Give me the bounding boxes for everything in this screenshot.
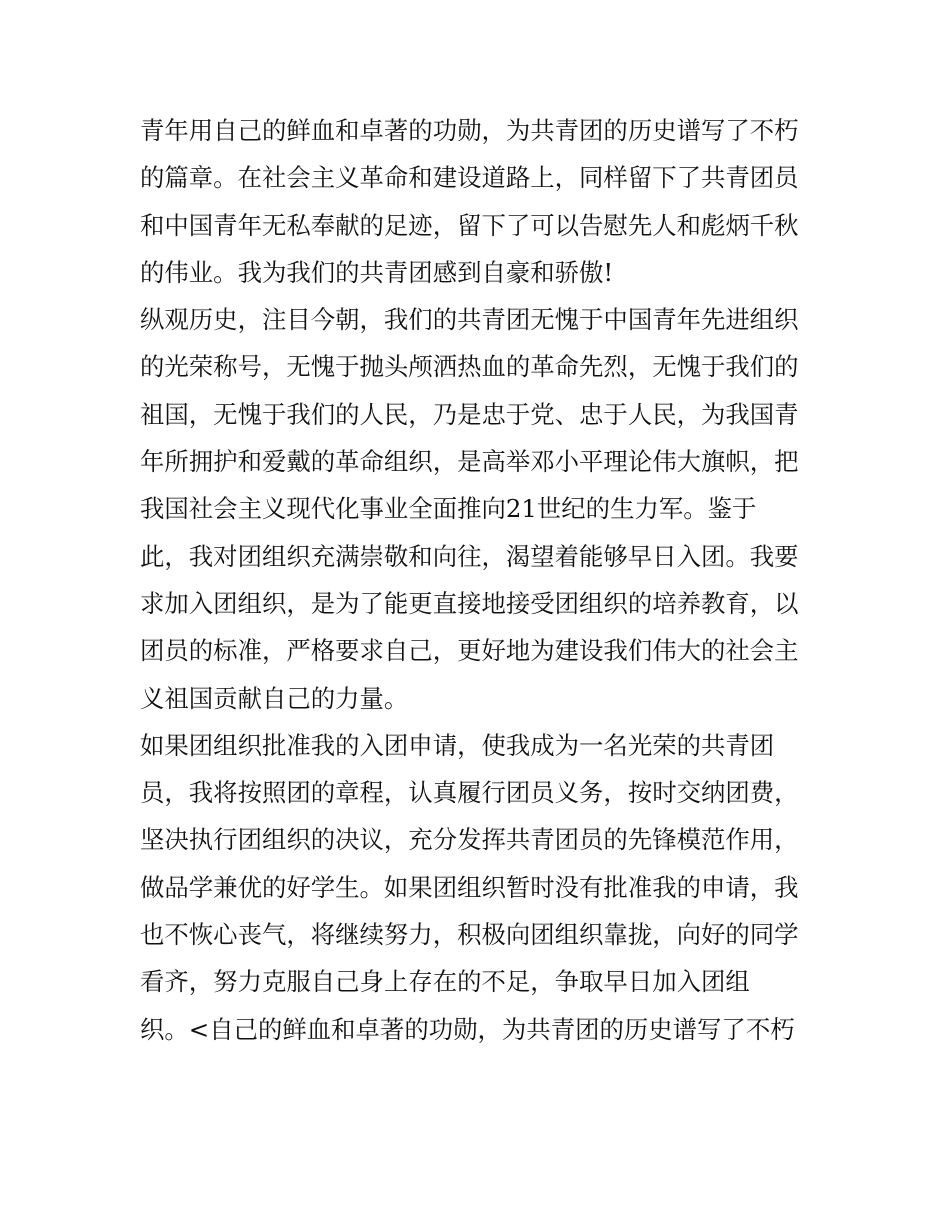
text-line: 团员的标准，严格要求自己，更好地为建设我们伟大的社会主 bbox=[140, 636, 799, 666]
text-line: 祖国，无愧于我们的人民，乃是忠于党、忠于人民，为我国青 bbox=[140, 399, 799, 429]
text-line: 义祖国贡献自己的力量。 bbox=[140, 683, 409, 713]
text-line: 青年用自己的鲜血和卓著的功勋，为共青团的历史谱写了不朽 bbox=[140, 116, 799, 145]
text-line: 的伟业。我为我们的共青团感到自豪和骄傲! bbox=[140, 257, 614, 287]
text-line: 如果团组织批准我的入团申请，使我成为一名光荣的共青团 bbox=[140, 730, 775, 760]
text-line: 和中国青年无私奉献的足迹，留下了可以告慰先人和彪炳千秋 bbox=[140, 210, 799, 240]
text-line: 织。<自己的鲜血和卓著的功勋，为共青团的历史谱写了不朽 bbox=[140, 1014, 795, 1044]
text-line: 也不恢心丧气，将继续努力，积极向团组织靠拢，向好的同学 bbox=[140, 920, 799, 950]
text-line: 纵观历史，注目今朝，我们的共青团无愧于中国青年先进组织 bbox=[140, 305, 799, 335]
body-text bbox=[140, 107, 820, 1053]
text-line: 员，我将按照团的章程，认真履行团员义务，按时交纳团费， bbox=[140, 778, 799, 808]
text-line: 的光荣称号，无愧于抛头颅洒热血的革命先烈，无愧于我们的 bbox=[140, 352, 799, 382]
text-line: 的篇章。在社会主义革命和建设道路上，同样留下了共青团员 bbox=[140, 163, 799, 193]
text-line: 年所拥护和爱戴的革命组织，是高举邓小平理论伟大旗帜，把 bbox=[140, 447, 799, 477]
text-line: 看齐，努力克服自己身上存在的不足，争取早日加入团组 bbox=[140, 967, 750, 997]
text-line: 我国社会主义现代化事业全面推向21世纪的生力军。鉴于 bbox=[140, 494, 757, 524]
text-line: 此，我对团组织充满崇敬和向往，渴望着能够早日入团。我要 bbox=[140, 541, 799, 571]
text-line: 求加入团组织，是为了能更直接地接受团组织的培养教育，以 bbox=[140, 588, 799, 618]
text-line: 坚决执行团组织的决议，充分发挥共青团员的先锋模范作用， bbox=[140, 825, 799, 855]
text-line: 做品学兼优的好学生。如果团组织暂时没有批准我的申请，我 bbox=[140, 872, 799, 902]
